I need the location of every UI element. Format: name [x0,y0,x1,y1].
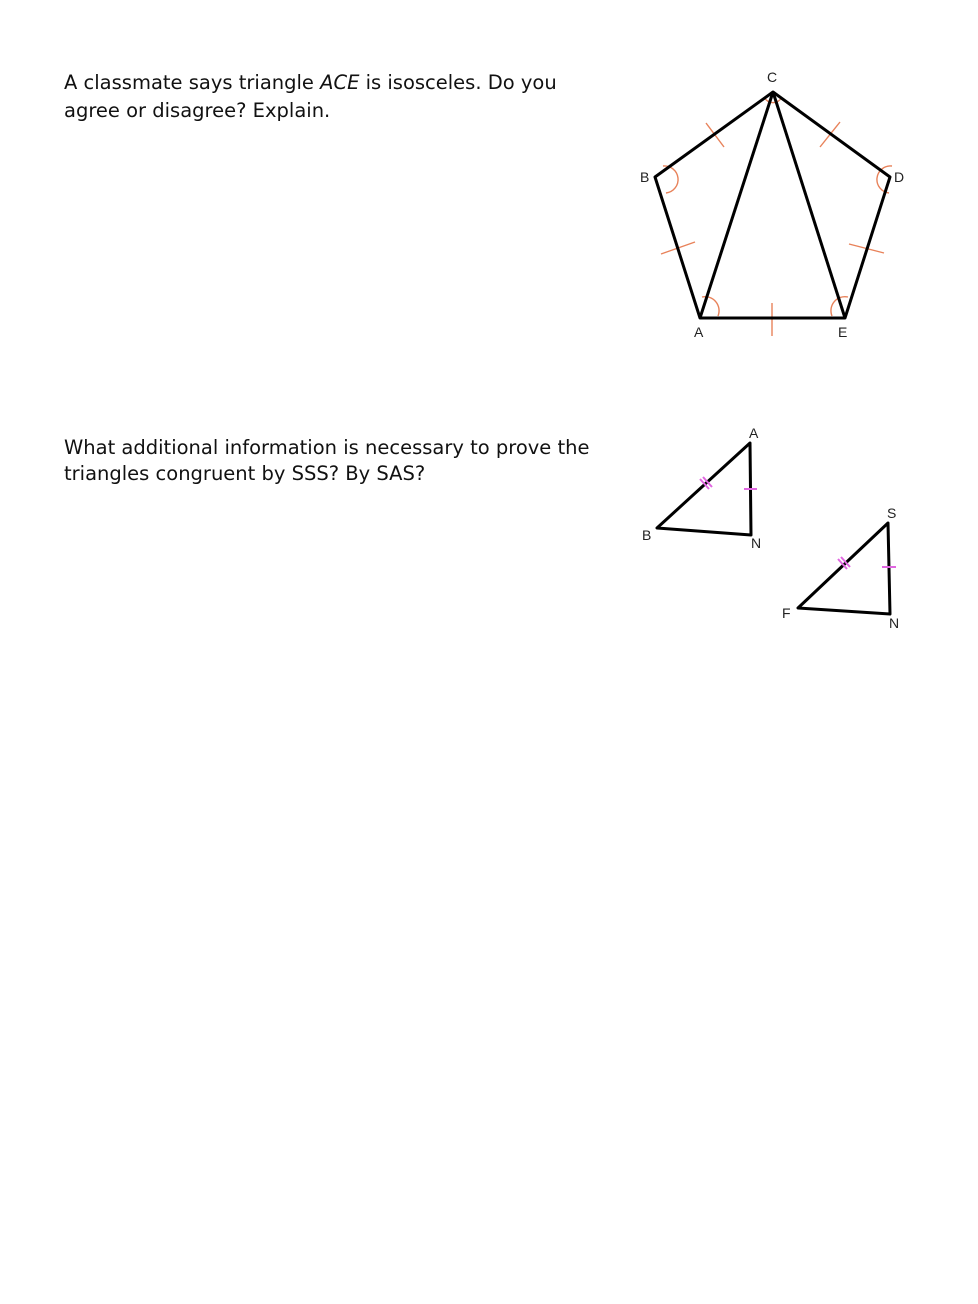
question-1-part1: A classmate says triangle [64,71,321,94]
vertex-label-F-triangle2: F [782,605,791,621]
vertex-label-B: B [640,169,650,185]
triangle-ABN-outline [657,443,751,535]
triangle-SFN-figure [782,505,899,631]
triangle-ABN-tick-marks [700,477,757,489]
vertex-label-N-triangle2: N [889,615,900,631]
segment-CA [700,92,773,318]
triangle-ABN-figure [642,425,761,551]
question-1-part2: is isosceles. Do you agree or disagree? Explain. [64,71,557,122]
vertex-label-E: E [838,324,848,340]
vertex-label-A: A [694,324,704,340]
vertex-label-D: D [894,169,905,185]
triangle-SFN-outline [798,523,890,614]
vertex-label-N-triangle1: N [751,535,762,551]
vertex-label-B-triangle1: B [642,527,652,543]
question-1-triangle-name: ACE [320,71,360,94]
question-2-text: What additional information is necessary to prove the triangles congruent by SSS? By SAS? [64,436,590,485]
pentagon-figure [640,69,904,340]
vertex-label-C: C [767,69,778,85]
pentagon-outline [655,92,890,318]
vertex-label-S-triangle2: S [887,505,897,521]
segment-CE [773,92,845,318]
vertex-label-A-triangle1: A [749,425,759,441]
